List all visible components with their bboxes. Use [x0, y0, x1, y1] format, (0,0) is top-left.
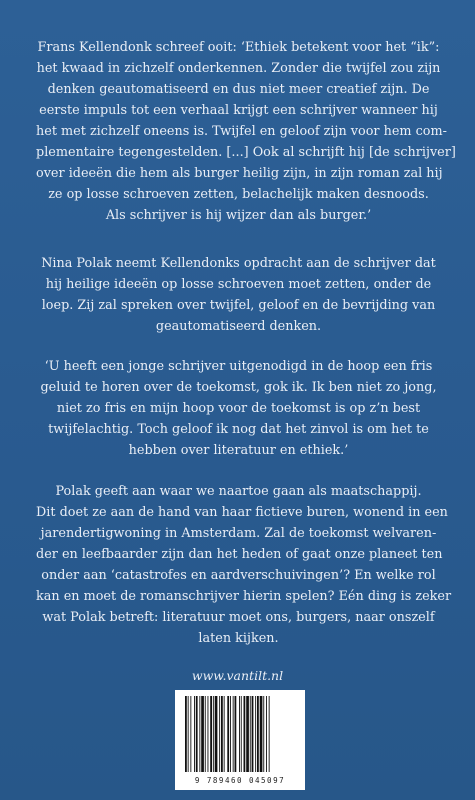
- barcode-bar: [210, 696, 212, 772]
- text-line: ze op losse schroeven zetten, belachelijk maken desnoods.: [48, 187, 429, 202]
- text-line: plementaire tegengestelden. [...] Ook al schrijft hij [de schrijver]: [36, 145, 456, 160]
- text-line: geautomatiseerd denken.: [155, 319, 322, 334]
- barcode-bar: [266, 696, 267, 772]
- text-line: het kwaad in zichzelf onderkennen. Zonder die twijfel zou zijn: [36, 61, 441, 76]
- barcode-bar: [255, 696, 256, 772]
- barcode-bar: [194, 696, 195, 772]
- text-line: loep. Zij zal spreken over twijfel, geloof en de bevrijding van: [41, 298, 436, 313]
- barcode-bar: [224, 696, 225, 772]
- text-line: hebben over literatuur en ethiek.’: [128, 443, 349, 458]
- barcode-bar: [188, 696, 189, 772]
- barcode-bar: [263, 696, 264, 772]
- text-line: Polak geeft aan waar we naartoe gaan als maatschappij.: [55, 484, 422, 499]
- barcode-bar: [221, 696, 223, 772]
- text-line: twijfelachtig. Toch geloof ik nog dat het zinvol is om het te: [48, 422, 429, 437]
- text-line: onder aan ‘catastrofes en aardverschuivingen’? En welke rol: [41, 568, 436, 583]
- barcode-bar: [230, 696, 231, 772]
- text-line: Dit doet ze aan de hand van haar fictieve buren, wonend in een: [36, 505, 448, 520]
- barcode-bar: [208, 696, 209, 772]
- barcode-bar: [185, 696, 187, 772]
- barcode-bar: [250, 696, 251, 772]
- barcode-bar: [215, 696, 218, 772]
- text-line: Frans Kellendonk schreef ooit: ‘Ethiek betekent voor het “ik”:: [37, 40, 440, 55]
- text-line: niet zo fris en mijn hoop voor de toekomst is op z’n best: [56, 401, 421, 416]
- barcode-bar: [213, 696, 214, 772]
- text-line: der en leefbaarder zijn dan het heden of gaat onze planeet ten: [36, 547, 443, 562]
- blurb-paragraph-polak-intro: [36, 253, 441, 337]
- text-line: laten kijken.: [198, 631, 279, 646]
- text-line: wat Polak betreft: literatuur moet ons, burgers, naar onszelf: [42, 610, 435, 625]
- barcode-bar: [190, 696, 191, 772]
- barcode-bar: [269, 696, 270, 772]
- barcode-bar: [244, 696, 246, 772]
- barcode-bar: [246, 696, 249, 772]
- isbn-barcode: [175, 690, 305, 790]
- barcode-bars: [183, 696, 297, 774]
- text-line: ‘U heeft een jonge schrijver uitgenodigd in de hoop een fris: [44, 359, 433, 374]
- blurb-paragraph-polak-quote: [36, 356, 441, 461]
- text-line: Als schrijver is hij wijzer dan als burger.’: [105, 208, 372, 223]
- barcode-bar: [239, 696, 240, 772]
- text-line: jarendertigwoning in Amsterdam. Zal de toekomst welvaren-: [40, 526, 437, 541]
- barcode-bar: [235, 696, 237, 772]
- text-line: denken geautomatiseerd en dus niet meer creatief zijn. De: [47, 82, 430, 97]
- barcode-bar: [260, 696, 263, 772]
- barcode-bar: [257, 696, 259, 772]
- text-line: kan en moet de romanschrijver hierin spelen? Eén ding is zeker: [36, 589, 452, 604]
- barcode-bar: [205, 696, 206, 772]
- barcode-bar: [219, 696, 220, 772]
- barcode-bar: [241, 696, 242, 772]
- barcode-bar: [201, 696, 204, 772]
- blurb-paragraph-summary: [36, 481, 452, 649]
- barcode-bar: [227, 696, 229, 772]
- publisher-url[interactable]: www.vantilt.nl: [191, 668, 284, 683]
- text-line: hij heilige ideeën op losse schroeven moet zetten, onder de: [45, 277, 432, 292]
- text-line: het met zichzelf oneens is. Twijfel en geloof zijn voor hem com-: [36, 124, 447, 139]
- text-line: geluid te horen over de toekomst, gok ik. Ik ben niet zo jong,: [40, 380, 437, 395]
- blurb-paragraph-kellendonk-quote: [36, 37, 456, 226]
- barcode-bar: [252, 696, 254, 772]
- text-line: over ideeën die hem als burger heilig zijn, in zijn roman zal hij: [36, 166, 443, 181]
- isbn-number: 9 789460 045097: [194, 776, 286, 785]
- text-line: eerste impuls tot een verhaal krijgt een schrijver wanneer hij: [39, 103, 438, 118]
- barcode-bar: [199, 696, 200, 772]
- barcode-bar: [196, 696, 198, 772]
- barcode-bar: [233, 696, 234, 772]
- text-line: Nina Polak neemt Kellendonks opdracht aan de schrijver dat: [41, 256, 436, 271]
